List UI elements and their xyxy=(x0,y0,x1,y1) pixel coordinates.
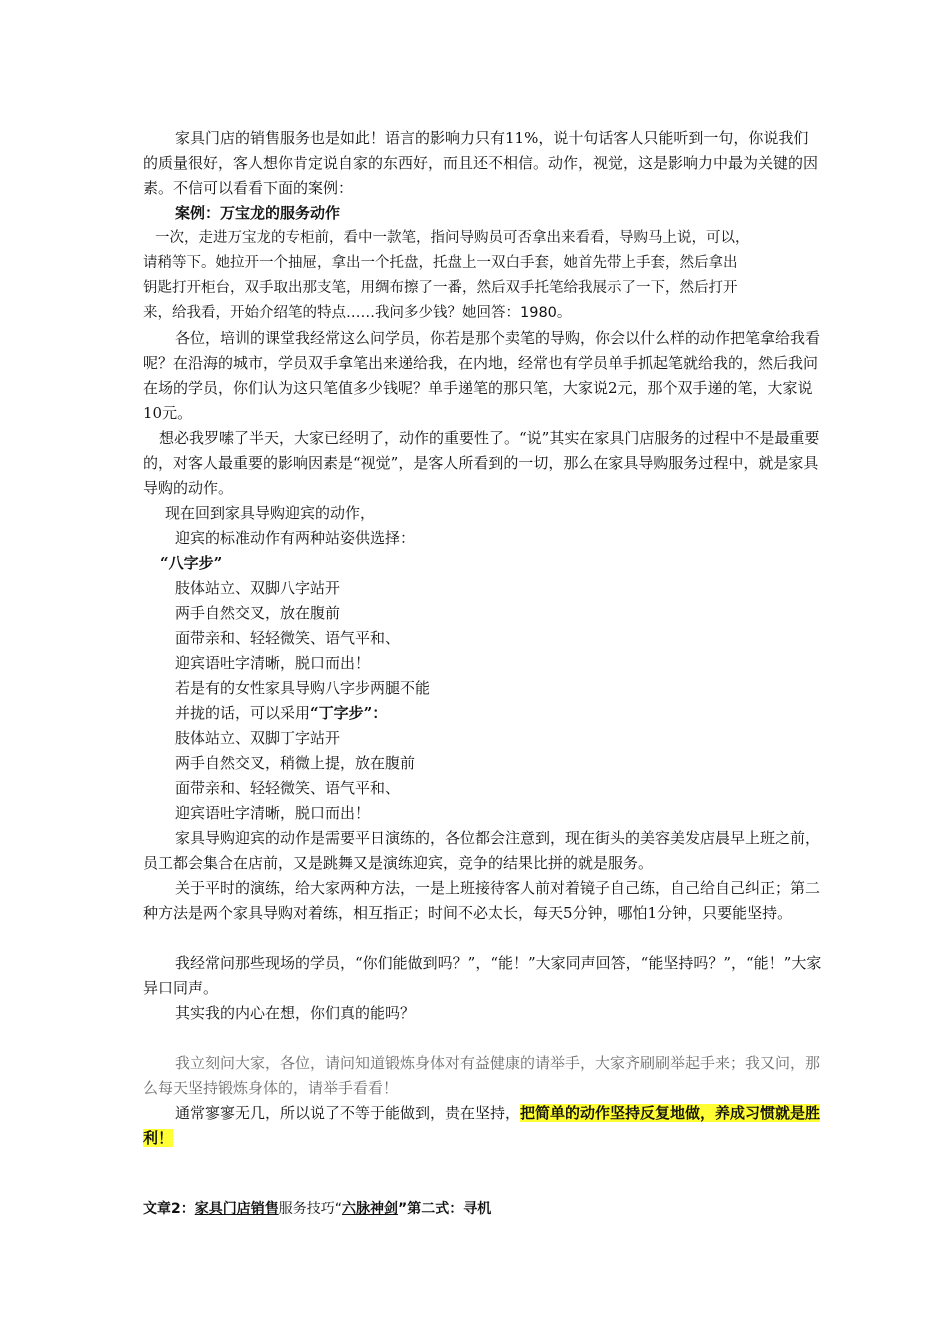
case-line: 来，给我看，开始介绍笔的特点……我问多少钱？她回答：1980。 xyxy=(143,305,572,321)
case-line: 钥匙打开柜台，双手取出那支笔，用绸布擦了一番，然后双手托笔给我展示了一下，然后打开 xyxy=(143,280,738,296)
dingzi-item: 面带亲和、轻轻微笑、语气平和、 xyxy=(175,779,401,797)
footer-prefix: 文章2： xyxy=(143,1201,195,1217)
footer-link-store-sales[interactable]: 家具门店销售 xyxy=(194,1201,279,1217)
case-title: 案例：万宝龙的服务动作 xyxy=(175,204,341,222)
paragraph-inner-thought: 其实我的内心在想，你们真的能吗？ xyxy=(175,1004,416,1022)
paragraph-pen-question: 各位，培训的课堂我经常这么问学员，你若是那个卖笔的导购，你会以什么样的动作把笔拿给我看呢？在沿海的城市，学员双手拿笔出来递给我，在内地，经常也有学员单手抓起笔就给我的，然后我问在场的学员，你们认为这只笔值多少钱呢？单手递笔的那只笔，大家说2元，那个双手递的笔，大家说10元。 xyxy=(143,329,821,422)
paragraph-welcome-intro: 现在回到家具导购迎宾的动作， xyxy=(165,504,376,522)
bazi-item: 面带亲和、轻轻微笑、语气平和、 xyxy=(175,629,401,647)
footer-mid: 服务技巧“ xyxy=(278,1201,343,1217)
dingzi-item: 迎宾语吐字清晰，脱口而出！ xyxy=(175,804,371,822)
paragraph-visual-importance: 想必我罗嗦了半天，大家已经明了，动作的重要性了。“说”其实在家具门店服务的过程中不是最重要的，对客人最重要的影响因素是“视觉”，是客人所看到的一切，那么在家具导购服务过程中，就是家具导购的动作。 xyxy=(143,429,820,497)
paragraph-exercise: 我立刻问大家，各位，请问知道锻炼身体对有益健康的请举手，大家齐刷刷举起手来；我又问，那么每天坚持锻炼身体的，请举手看看！ xyxy=(143,1054,821,1097)
case-story xyxy=(143,226,833,326)
footer-suffix: ”第二式：寻机 xyxy=(398,1201,492,1217)
dingzi-item: 两手自然交叉，稍微上提，放在腹前 xyxy=(175,754,416,772)
conclusion-highlight: 把简单的动作坚持反复地做，养成习惯就是胜利！ xyxy=(143,1104,821,1147)
dingzi-title: “丁字步”： xyxy=(310,704,388,722)
bazi-item: 肢体站立、双脚八字站开 xyxy=(175,579,341,597)
bazi-list xyxy=(175,576,775,826)
footer-article-title xyxy=(143,1197,743,1222)
paragraph-methods: 关于平时的演练，给大家两种方法，一是上班接待客人前对着镜子自己练，自己给自己纠正；第二种方法是两个家具导购对着练，相互指正；时间不必太长，每天5分钟，哪怕1分钟，只要能坚持。 xyxy=(143,879,821,922)
dingzi-item: 肢体站立、双脚丁字站开 xyxy=(175,729,341,747)
conclusion-text: 通常寥寥无几，所以说了不等于能做到，贵在坚持， xyxy=(175,1104,521,1122)
paragraph-can-you: 我经常问那些现场的学员，“你们能做到吗？”，“能！”大家同声回答，“能坚持吗？”，“能！”大家异口同声。 xyxy=(143,954,822,997)
paragraph-stance-options: 迎宾的标准动作有两种站姿供选择： xyxy=(175,529,416,547)
paragraph-practice: 家具导购迎宾的动作是需要平日演练的，各位都会注意到，现在街头的美容美发店晨早上班之前，员工都会集合在店前，又是跳舞又是演练迎宾，竞争的结果比拼的就是服务。 xyxy=(143,829,821,872)
dingzi-intro xyxy=(175,701,775,726)
bazi-item: 两手自然交叉，放在腹前 xyxy=(175,604,341,622)
case-line: 请稍等下。她拉开一个抽屉，拿出一个托盘，托盘上一双白手套，她首先带上手套，然后拿出 xyxy=(143,255,738,271)
paragraph-conclusion xyxy=(143,1101,823,1151)
dingzi-prefix: 并拢的话，可以采用 xyxy=(175,704,311,722)
bazi-item: 迎宾语吐字清晰，脱口而出！ xyxy=(175,654,371,672)
bazi-item: 若是有的女性家具导购八字步两腿不能 xyxy=(175,679,431,697)
footer-link-liumai[interactable]: 六脉神剑 xyxy=(342,1201,399,1217)
paragraph-intro: 家具门店的销售服务也是如此！语言的影响力只有11%，说十句话客人只能听到一句，你说我们的质量很好，客人想你肯定说自家的东西好，而且还不相信。动作，视觉，这是影响力中最为关键的因素。不信可以看看下面的案例： xyxy=(143,129,819,197)
case-line: 一次，走进万宝龙的专柜前，看中一款笔，指问导购员可否拿出来看看，导购马上说，可以， xyxy=(155,230,750,246)
bazi-title: “八字步” xyxy=(160,554,223,572)
